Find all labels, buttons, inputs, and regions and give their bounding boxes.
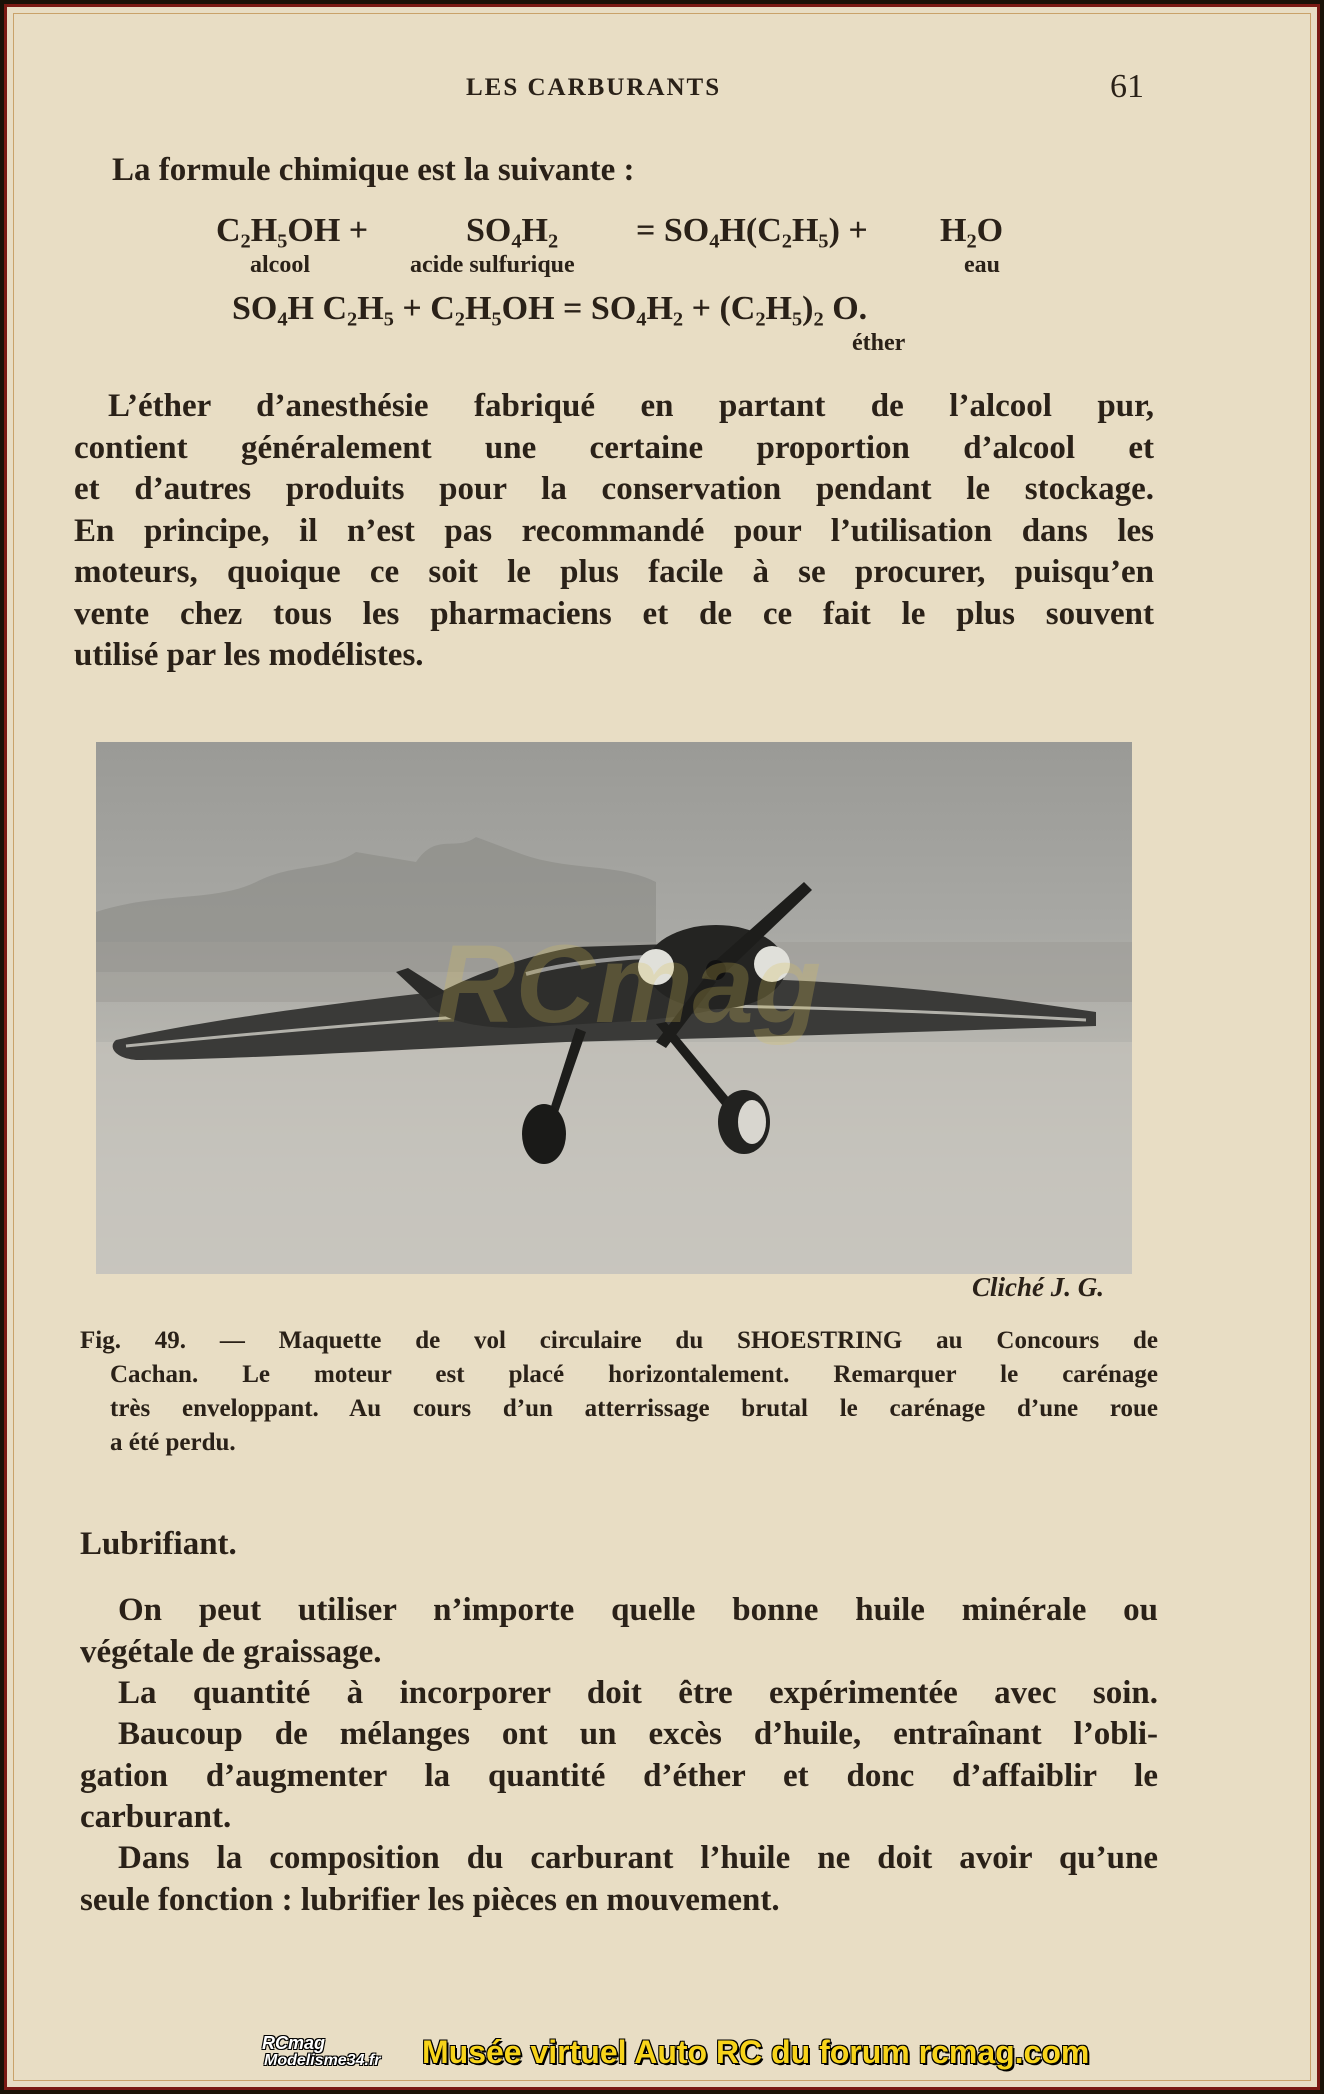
- paragraph-ether: [74, 386, 1154, 677]
- caption-line: Cachan. Le moteur est placé horizontalement. Remarquer le carénage: [110, 1361, 1158, 1388]
- paragraph-line: utilisé par les modélistes.: [74, 637, 424, 673]
- paragraph-lubrifiant-1: [80, 1590, 1158, 1673]
- formula1-reactant2: SO₄H₂: [466, 212, 559, 249]
- caption-line: Fig. 49. — Maquette de vol circulaire du SHOESTRING au Concours de: [80, 1327, 1158, 1354]
- svg-text:RCmag: RCmag: [436, 923, 822, 1046]
- formula1-product1: = SO₄H(C₂H₅) +: [636, 212, 868, 249]
- airplane-photo: [96, 742, 1132, 1274]
- photo-credit: Cliché J. G.: [972, 1272, 1104, 1302]
- paragraph-line: végétale de graissage.: [80, 1633, 382, 1670]
- paragraph-line: contient généralement une certaine proportion d’alcool et: [74, 429, 1154, 466]
- logo-line: RCmag: [262, 2033, 326, 2053]
- paragraph-line: Baucoup de mélanges ont un excès d’huile, entraînant l’obli-: [118, 1716, 1158, 1752]
- paragraph-line: En principe, il n’est pas recommandé pour l’utilisation dans les: [74, 512, 1154, 549]
- section-title: Lubrifiant.: [80, 1526, 237, 1562]
- footer-text: Musée virtuel Auto RC du forum rcmag.com: [422, 2034, 1090, 2070]
- label-eau: eau: [964, 252, 1000, 278]
- logo-line: Modelisme34.fr: [264, 2052, 381, 2069]
- paragraph-lubrifiant-3: [80, 1714, 1158, 1839]
- paragraph-line: et d’autres produits pour la conservation pendant le stockage.: [74, 471, 1154, 507]
- figure-caption: [80, 1324, 1158, 1460]
- paragraph-line: seule fonction : lubrifier les pièces en mouvement.: [80, 1881, 780, 1918]
- label-alcool: alcool: [250, 252, 310, 278]
- paragraph-line: vente chez tous les pharmaciens et de ce fait le plus souvent: [74, 595, 1154, 632]
- paragraph-lubrifiant-2: [80, 1673, 1158, 1715]
- caption-line: très enveloppant. Au cours d’un atterrissage brutal le carénage d’une roue: [110, 1395, 1158, 1422]
- paragraph-line: La quantité à incorporer doit être expérimentée avec soin.: [118, 1675, 1158, 1711]
- formula1-product2: H₂O: [940, 212, 1004, 249]
- label-ether: éther: [852, 330, 906, 356]
- page-number: 61: [1110, 68, 1144, 105]
- running-head: LES CARBURANTS: [466, 74, 722, 101]
- paragraph-line: L’éther d’anesthésie fabriqué en partant de l’alcool pur,: [108, 388, 1154, 424]
- rcmag-logo: [262, 2034, 380, 2070]
- intro-line: La formule chimique est la suivante :: [112, 152, 635, 188]
- paragraph-line: carburant.: [80, 1799, 232, 1835]
- airplane-illustration: [96, 742, 1132, 1274]
- paragraph-line: On peut utiliser n’importe quelle bonne huile minérale ou: [118, 1592, 1158, 1628]
- intro-text: [112, 150, 1152, 192]
- label-acide-sulfurique: acide sulfurique: [410, 252, 575, 278]
- paragraph-line: gation d’augmenter la quantité d’éther et donc d’affaiblir le: [80, 1757, 1158, 1794]
- paragraph-lubrifiant-4: [80, 1838, 1158, 1921]
- formula2: SO₄H C₂H₅ + C₂H₅OH = SO₄H₂ + (C₂H₅)₂ O.: [232, 290, 868, 327]
- footer-banner: [262, 2032, 1090, 2080]
- paragraph-line: moteurs, quoique ce soit le plus facile à se procurer, puisqu’en: [74, 554, 1154, 590]
- paragraph-line: Dans la composition du carburant l’huile ne doit avoir qu’une: [118, 1840, 1158, 1876]
- caption-line: a été perdu.: [110, 1429, 236, 1456]
- formula1-reactant1: C₂H₅OH +: [216, 212, 369, 249]
